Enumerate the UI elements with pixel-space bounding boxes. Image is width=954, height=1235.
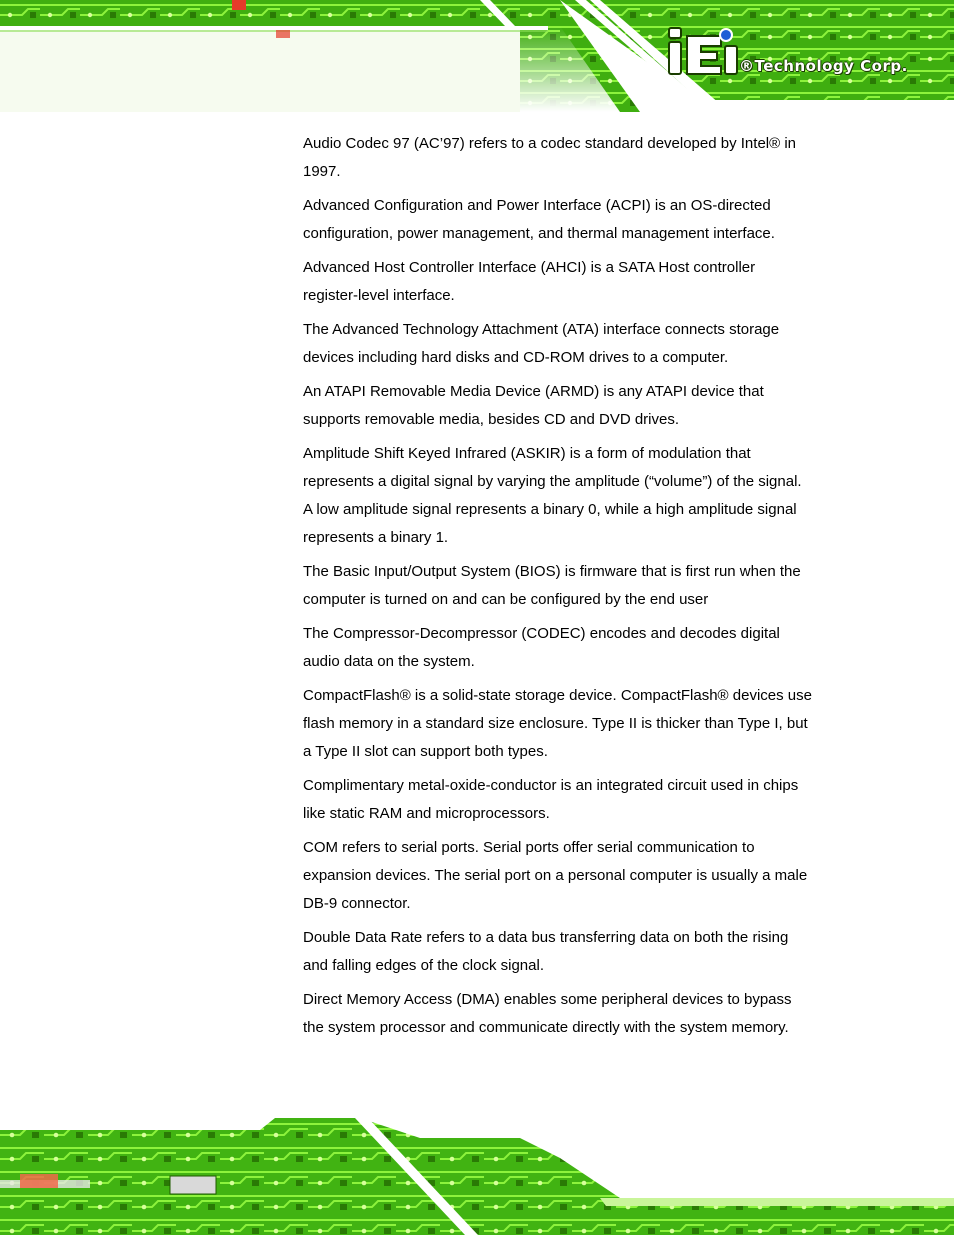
- glossary-entry-cmos: Complimentary metal-oxide-conductor is an integrated circuit used in chips like static RAM and microprocessors.: [303, 777, 799, 822]
- header-banner: [0, 0, 954, 112]
- glossary-entry-askir: Amplitude Shift Keyed Infrared (ASKIR) is a form of modulation that represents a digital signal by varying the amplitude (“volume”) of the signal. A low amplitude signal represents a binary 0, while a high amplitude signal represents a binary 1.: [303, 445, 802, 546]
- glossary-entry-compactflash: CompactFlash® is a solid-state storage device. CompactFlash® devices use flash memory in a standard size enclosure. Type II is thicker than Type I, but a Type II slot can support both types.: [303, 687, 812, 760]
- glossary-entry-ata: The Advanced Technology Attachment (ATA) interface connects storage devices including hard disks and CD-ROM drives to a computer.: [303, 321, 780, 366]
- glossary-entry-ac97: Audio Codec 97 (AC’97) refers to a codec standard developed by Intel® in 1997.: [303, 135, 797, 180]
- glossary-entry-dma: Direct Memory Access (DMA) enables some peripheral devices to bypass the system processor and communicate directly with the system memory.: [303, 991, 792, 1036]
- glossary-entry-com: COM refers to serial ports. Serial ports offer serial communication to expansion devices. The serial port on a personal computer is usually a male DB-9 connector.: [303, 839, 808, 912]
- glossary-entry-bios: The Basic Input/Output System (BIOS) is firmware that is first run when the computer is turned on and can be configured by the end user: [303, 563, 801, 608]
- glossary-entry-armd: An ATAPI Removable Media Device (ARMD) is any ATAPI device that supports removable media, besides CD and DVD drives.: [303, 383, 764, 428]
- glossary-entry-codec: The Compressor-Decompressor (CODEC) encodes and decodes digital audio data on the system.: [303, 625, 780, 670]
- footer-banner: [0, 1118, 954, 1235]
- glossary-entry-ddr: Double Data Rate refers to a data bus transferring data on both the rising and falling edges of the clock signal.: [303, 929, 789, 974]
- glossary-entry-acpi: Advanced Configuration and Power Interface (ACPI) is an OS-directed configuration, power management, and thermal management interface.: [303, 197, 775, 242]
- glossary-content: [303, 130, 813, 1048]
- footer-circuit-graphic: [0, 1118, 954, 1235]
- company-name: ®Technology Corp.: [739, 57, 908, 75]
- glossary-entry-ahci: Advanced Host Controller Interface (AHCI) is a SATA Host controller register-level interface.: [303, 259, 756, 304]
